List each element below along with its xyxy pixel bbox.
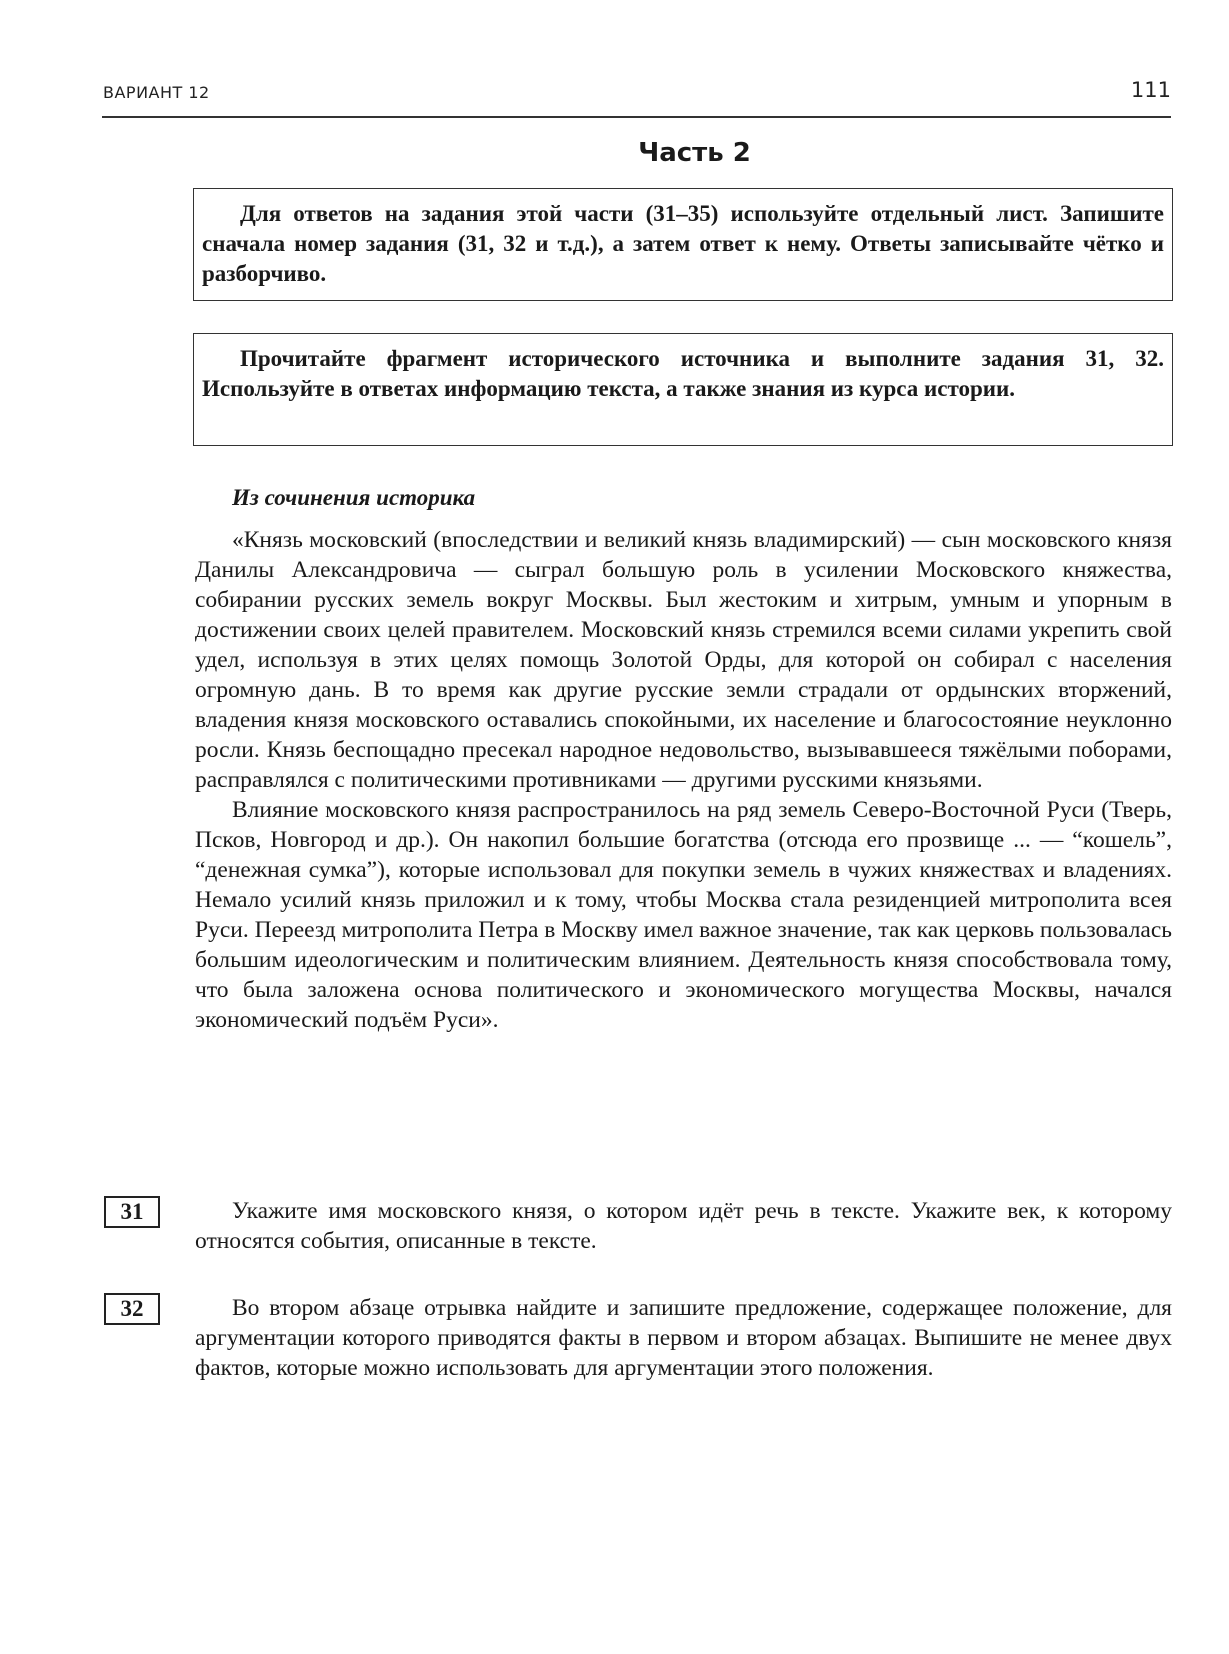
task-text xyxy=(195,1293,1172,1383)
source-title: Из сочинения историка xyxy=(232,485,476,510)
source-paragraph: Влияние московского князя распространилось на ряд земель Северо-Восточной Руси (Тверь, Псков, Новгород и др.). Он накопил большие богатства (отсюда его прозвище ... — “кошель”, “денежная сумка”), которые использовал для покупки земель в чужих княжествах и владениях. Немало усилий князь приложил и к тому, чтобы Москва стала резиденцией митрополита всея Руси. Переезд митрополита Петра в Москву имел важное значение, так как церковь пользовалась большим идеологическим и политическим влиянием. Деятельность князя способствовала тому, что была заложена основа политического и экономического могущества Москвы, начался экономический подъём Руси». xyxy=(195,797,1172,1033)
running-head: ВАРИАНТ 12 xyxy=(103,83,210,102)
source-text xyxy=(195,525,1172,1035)
task-question: Во втором абзаце отрывка найдите и запишите предложение, содержащее положение, для аргументации которого приводятся факты в первом и втором абзацах. Выпишите не менее двух фактов, которые можно использовать для аргументации этого положения. xyxy=(195,1295,1172,1381)
source-instructions-box xyxy=(193,333,1173,446)
task-number-box: 31 xyxy=(104,1196,160,1228)
source-instructions-text: Прочитайте фрагмент исторического источника и выполните задания 31, 32. Используйте в ответах информацию текста, а также знания из курса истории. xyxy=(202,346,1164,401)
header-divider xyxy=(102,116,1171,118)
task-question: Укажите имя московского князя, о котором идёт речь в тексте. Укажите век, к которому относятся события, описанные в тексте. xyxy=(195,1198,1172,1254)
page-number: 111 xyxy=(1130,78,1171,102)
task-text xyxy=(195,1196,1172,1256)
answer-instructions-text: Для ответов на задания этой части (31–35) используйте отдельный лист. Запишите сначала номер задания (31, 32 и т.д.), а затем ответ к нему. Ответы записывайте чётко и разборчиво. xyxy=(202,201,1164,286)
source-paragraph: «Князь московский (впоследствии и великий князь владимирский) — сын московского князя Данилы Александровича — сыграл большую роль в усилении Московского княжества, собирании русских земель вокруг Москвы. Был жестоким и хитрым, умным и упорным в достижении своих целей правителем. Московский князь стремился всеми силами укрепить свой удел, используя в этих целях помощь Золотой Орды, для которой он собирал с населения огромную дань. В то время как другие русские земли страдали от ордынских вторжений, владения князя московского оставались спокойными, их население и благосостояние неуклонно росли. Князь беспощадно пресекал народное недовольство, вызывавшееся тяжёлыми поборами, расправлялся с политическими противниками — другими русскими князьями. xyxy=(195,527,1172,793)
task-number-box: 32 xyxy=(104,1293,160,1325)
answer-instructions-box xyxy=(193,188,1173,301)
part-title: Часть 2 xyxy=(638,138,751,168)
